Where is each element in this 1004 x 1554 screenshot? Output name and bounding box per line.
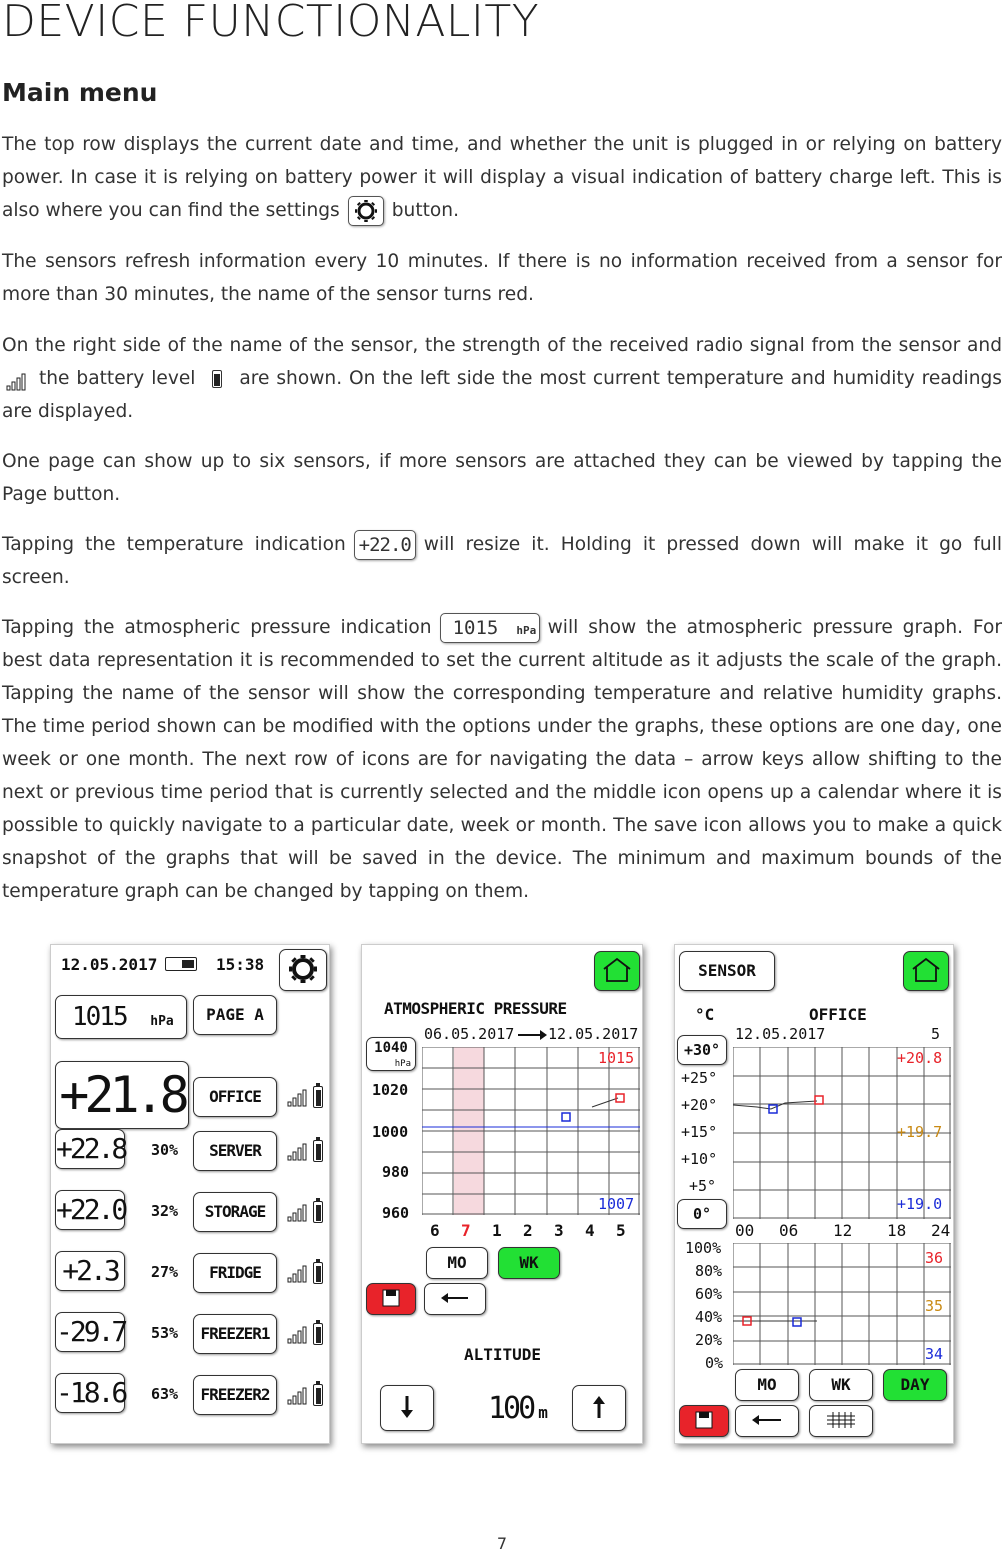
arrow-left-icon xyxy=(737,1406,797,1434)
hum-min-value: 34 xyxy=(925,1345,944,1363)
temp-avg-value: +19.7 xyxy=(897,1123,943,1141)
x-day-label: 1 xyxy=(492,1221,502,1240)
sensor-graph-screen xyxy=(674,944,954,1444)
paragraph-signal: On the right side of the name of the sensor, the strength of the received radio signal from the sensor and the battery level are shown. On the left side the most current temperature and humidity readings are displayed. xyxy=(2,335,1002,422)
page-button[interactable]: PAGE A xyxy=(193,995,277,1035)
week-button[interactable]: WK xyxy=(809,1369,873,1401)
sensor-humidity: 63% xyxy=(151,1385,179,1403)
floppy-disk-icon xyxy=(681,1406,727,1434)
sensor-temperature-button[interactable]: -29.7 xyxy=(55,1312,125,1352)
sensor-temperature-button[interactable]: +22.8 xyxy=(55,1129,125,1169)
main-menu-screen xyxy=(50,944,330,1444)
signal-strength-icon xyxy=(287,1141,309,1161)
paragraph-pressure: Tapping the atmospheric pressure indication 1015 hPa will show the atmospheric pressure graph. For best data representation it is recommended to set the current altitude as it adjusts the scale of the graph. Tapping the name of the sensor will show the corresponding temperature and relative humidity graphs. The time period shown can be modified with the options under the graphs, these options are one day, one week or one month. The next row of icons are for navigating the data – arrow keys allow shifting to the next or previous time period that is currently selected and the middle icon opens up a calendar where it is possible to quickly navigate to a particular date, week or month. The save icon allows you to make a quick snapshot of the graphs that will be saved in the device. The minimum and maximum bounds of the temperature graph can be changed by tapping on them. xyxy=(2,611,1002,908)
altitude-label: ALTITUDE xyxy=(464,1345,542,1364)
y-tick: 960 xyxy=(382,1204,410,1222)
temp-min-value: +19.0 xyxy=(897,1195,943,1213)
page-number: 7 xyxy=(496,1534,508,1553)
sensor-humidity: 30% xyxy=(151,1141,179,1159)
home-icon xyxy=(905,952,947,988)
sensor-temperature-button[interactable]: -18.6 xyxy=(55,1373,125,1413)
paragraph-temperature: Tapping the temperature indication +22.0 will resize it. Holding it pressed down will make it go full screen. xyxy=(2,528,1002,594)
battery-level-icon xyxy=(313,1323,323,1345)
x-hour-label: 18 xyxy=(887,1221,907,1240)
graph-title: ATMOSPHERIC PRESSURE xyxy=(384,999,567,1018)
y-tick: 1000 xyxy=(372,1123,409,1141)
altitude-up-button[interactable] xyxy=(572,1385,626,1431)
save-button[interactable] xyxy=(366,1283,416,1315)
section-heading: Main menu xyxy=(2,78,158,107)
signal-strength-icon xyxy=(287,1385,309,1405)
sensor-button[interactable]: SENSOR xyxy=(679,951,775,991)
temp-tick-label: +25° xyxy=(681,1069,718,1087)
sensor-name-button[interactable]: FRIDGE xyxy=(193,1253,277,1293)
x-day-label: 5 xyxy=(616,1221,626,1240)
sensor-name-button[interactable]: FREEZER2 xyxy=(193,1375,277,1415)
month-button[interactable]: MO xyxy=(735,1369,799,1401)
x-day-label: 3 xyxy=(554,1221,564,1240)
y-tick: 980 xyxy=(382,1163,410,1181)
paragraph-settings: The top row displays the current date and time, and whether the unit is plugged in or relying on battery power. In case it is relying on battery power it will display a visual indication of battery charge left. This is also where you can find the settings button. xyxy=(2,128,1002,227)
humidity-tick-label: 0% xyxy=(705,1354,724,1372)
sensor-name: OFFICE xyxy=(809,1005,867,1024)
sensor-temperature-button[interactable]: +2.3 xyxy=(55,1251,125,1291)
calendar-grid-icon xyxy=(811,1406,871,1434)
temperature-indication-example: +22.0 xyxy=(354,530,416,560)
temp-max-value: +20.8 xyxy=(897,1049,943,1067)
pressure-indication-example: 1015 hPa xyxy=(440,613,540,643)
sensor-humidity: 32% xyxy=(151,1202,179,1220)
x-day-label: 2 xyxy=(523,1221,533,1240)
hum-avg-value: 35 xyxy=(925,1297,944,1315)
altitude-value: 100 m xyxy=(488,1391,545,1426)
settings-gear-icon xyxy=(348,196,384,226)
floppy-disk-icon xyxy=(368,1284,414,1312)
battery-level-icon xyxy=(313,1262,323,1284)
humidity-tick-label: 80% xyxy=(695,1262,723,1280)
x-day-label: 7 xyxy=(461,1221,471,1240)
signal-strength-icon xyxy=(287,1324,309,1344)
signal-strength-icon xyxy=(287,1087,309,1107)
x-hour-label: 06 xyxy=(779,1221,799,1240)
pressure-graph xyxy=(422,1047,640,1215)
previous-button[interactable] xyxy=(424,1283,486,1315)
signal-strength-icon xyxy=(6,369,28,389)
sensor-name-button[interactable]: SERVER xyxy=(193,1131,277,1171)
x-hour-label: 24 xyxy=(931,1221,951,1240)
signal-strength-icon xyxy=(287,1263,309,1283)
battery-level-icon xyxy=(212,370,222,388)
scale-top-button[interactable]: 1040 hPa xyxy=(366,1037,416,1071)
battery-level-icon xyxy=(313,1140,323,1162)
humidity-graph xyxy=(733,1243,951,1365)
temp-tick-label: +20° xyxy=(681,1096,718,1114)
battery-level-icon xyxy=(313,1201,323,1223)
hum-max-value: 36 xyxy=(925,1249,944,1267)
battery-level-icon xyxy=(313,1086,323,1108)
pressure-button[interactable]: 1015 hPa xyxy=(55,995,187,1039)
home-button[interactable] xyxy=(594,951,640,991)
home-button[interactable] xyxy=(903,951,949,991)
signal-strength-icon xyxy=(287,1202,309,1222)
x-hour-label: 00 xyxy=(735,1221,755,1240)
sensor-temperature-button[interactable]: +22.0 xyxy=(55,1190,125,1230)
unit-label: °C xyxy=(695,1005,715,1024)
altitude-down-button[interactable] xyxy=(380,1385,434,1431)
temp-max-bound-button[interactable]: +30° xyxy=(677,1035,727,1065)
humidity-tick-label: 100% xyxy=(685,1239,722,1257)
sensor-humidity: 27% xyxy=(151,1263,179,1281)
date-to: 12.05.2017 xyxy=(548,1025,639,1043)
graph-date: 12.05.2017 xyxy=(735,1025,826,1043)
min-marker xyxy=(793,1318,801,1326)
sensor-name-button[interactable]: FREEZER1 xyxy=(193,1314,277,1354)
x-hour-label: 12 xyxy=(833,1221,853,1240)
humidity-tick-label: 40% xyxy=(695,1308,723,1326)
day-button[interactable]: DAY xyxy=(883,1369,947,1401)
y-tick: 1020 xyxy=(372,1081,409,1099)
graph-day: 5 xyxy=(931,1025,941,1043)
battery-status-icon xyxy=(165,957,197,971)
temp-tick-label: +10° xyxy=(681,1150,718,1168)
arrow-down-icon xyxy=(382,1386,432,1428)
arrow-left-icon xyxy=(426,1284,484,1312)
humidity-tick-label: 20% xyxy=(695,1331,723,1349)
paragraph-pages: One page can show up to six sensors, if more sensors are attached they can be viewed by tapping the Page button. xyxy=(2,451,1002,505)
week-button[interactable]: WK xyxy=(498,1247,560,1279)
main-temperature-button[interactable]: +21.8 xyxy=(55,1061,189,1129)
paragraph-refresh: The sensors refresh information every 10 minutes. If there is no information received from a sensor for more than 30 minutes, the name of the sensor turns red. xyxy=(2,251,1002,305)
date-display: 12.05.2017 xyxy=(61,955,158,974)
temp-min-bound-button[interactable]: 0° xyxy=(677,1199,727,1229)
month-button[interactable]: MO xyxy=(426,1247,488,1279)
sensor-name-button[interactable]: STORAGE xyxy=(193,1192,277,1232)
humidity-tick-label: 60% xyxy=(695,1285,723,1303)
gear-icon xyxy=(281,950,325,988)
battery-level-icon xyxy=(313,1384,323,1406)
save-button[interactable] xyxy=(679,1405,729,1437)
x-day-label: 4 xyxy=(585,1221,595,1240)
sensor-humidity: 53% xyxy=(151,1324,179,1342)
min-marker xyxy=(562,1113,570,1121)
max-marker xyxy=(815,1096,823,1104)
calendar-button[interactable] xyxy=(809,1405,873,1437)
sensor-name-button[interactable]: OFFICE xyxy=(193,1077,277,1117)
arrow-up-icon xyxy=(574,1386,624,1428)
date-from: 06.05.2017 xyxy=(424,1025,515,1043)
arrow-right-icon xyxy=(518,1029,548,1041)
previous-button[interactable] xyxy=(735,1405,799,1437)
temp-tick-label: +5° xyxy=(689,1177,717,1195)
home-icon xyxy=(596,952,638,988)
document-title: DEVICE FUNCTIONALITY xyxy=(2,0,540,47)
max-value: 1015 xyxy=(598,1049,635,1067)
pressure-graph-screen xyxy=(361,944,643,1444)
settings-button[interactable] xyxy=(279,949,327,991)
x-day-label: 6 xyxy=(430,1221,440,1240)
min-value: 1007 xyxy=(598,1195,635,1213)
time-display: 15:38 xyxy=(216,955,265,974)
temp-tick-label: +15° xyxy=(681,1123,718,1141)
